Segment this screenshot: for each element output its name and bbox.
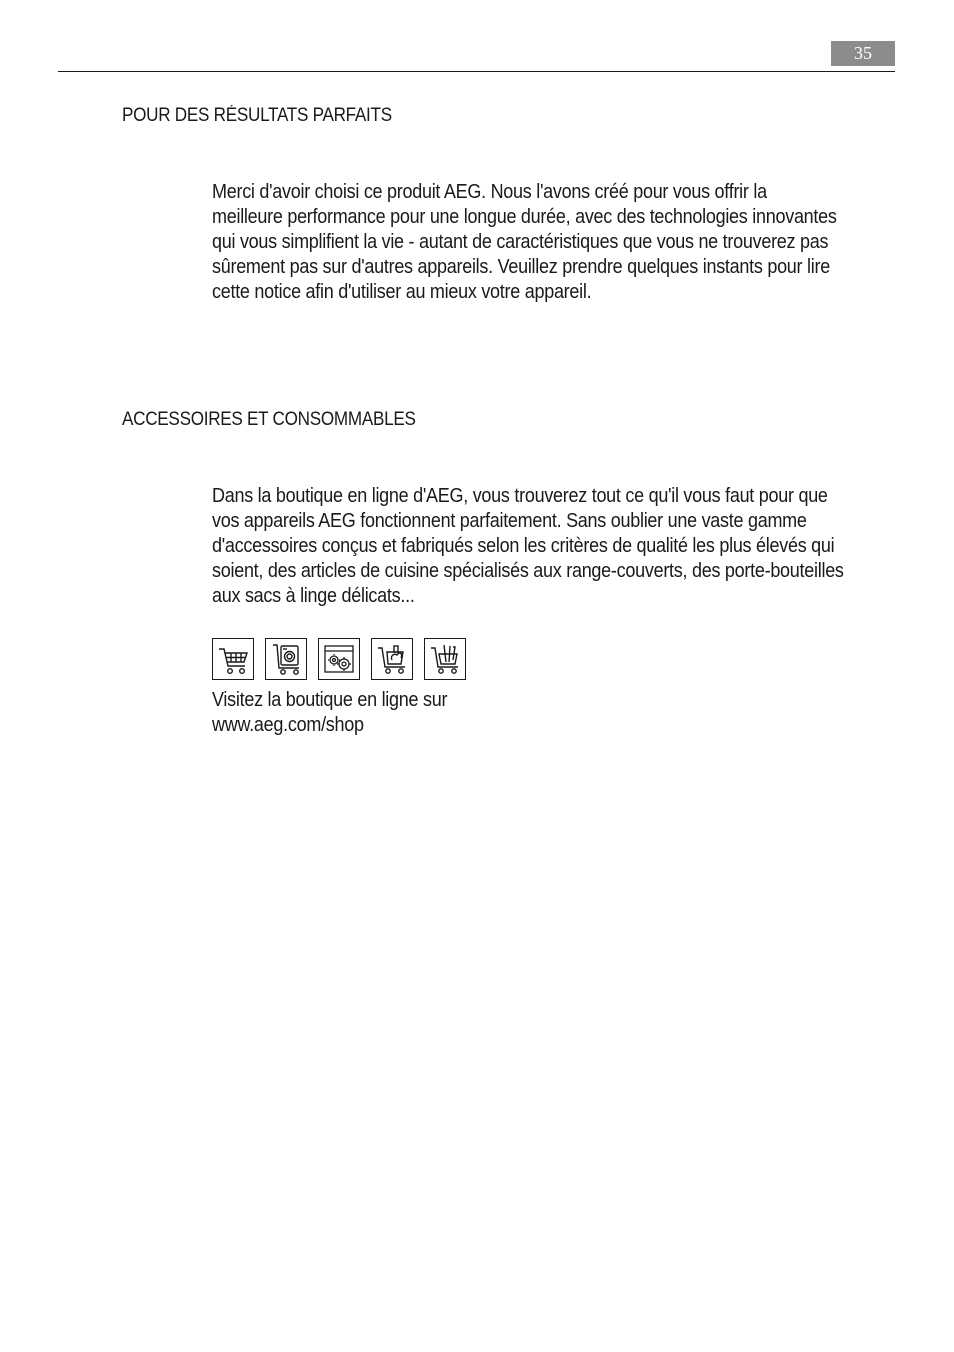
shop-icons-row (212, 638, 466, 680)
shop-caption (212, 688, 447, 738)
section-heading-accessories: ACCESSOIRES ET CONSOMMABLES (122, 409, 416, 430)
washing-machine-cart-icon (265, 638, 307, 680)
paragraph-line: meilleure performance pour une longue durée, avec des technologies innovantes (212, 206, 837, 228)
page-number: 35 (831, 41, 895, 66)
section-heading-results: POUR DES RÉSULTATS PARFAITS (122, 105, 392, 126)
cleaning-bottle-cart-icon (371, 638, 413, 680)
utensils-cart-icon (424, 638, 466, 680)
shop-caption-line: Visitez la boutique en ligne sur (212, 689, 448, 711)
paragraph-line: cette notice afin d'utiliser au mieux votre appareil. (212, 281, 592, 303)
paragraph-line: soient, des articles de cuisine spécialisés aux range-couverts, des porte-bouteilles (212, 560, 844, 582)
paragraph-line: aux sacs à linge délicats... (212, 585, 415, 607)
header-rule (58, 71, 895, 72)
paragraph-line: d'accessoires conçus et fabriqués selon les critères de qualité les plus élevés qui (212, 535, 835, 557)
paragraph-line: vos appareils AEG fonctionnent parfaitement. Sans oublier une vaste gamme (212, 510, 807, 532)
accessories-paragraph (212, 484, 896, 609)
intro-paragraph (212, 180, 896, 305)
paragraph-line: Dans la boutique en ligne d'AEG, vous trouverez tout ce qu'il vous faut pour que (212, 485, 828, 507)
paragraph-line: sûrement pas sur d'autres appareils. Veuillez prendre quelques instants pour lire (212, 256, 830, 278)
paragraph-line: Merci d'avoir choisi ce produit AEG. Nous l'avons créé pour vous offrir la (212, 181, 767, 203)
paragraph-line: qui vous simplifient la vie - autant de caractéristiques que vous ne trouverez pas (212, 231, 829, 253)
appliance-gear-cart-icon (318, 638, 360, 680)
shop-url[interactable]: www.aeg.com/shop (212, 714, 364, 736)
shopping-cart-icon (212, 638, 254, 680)
